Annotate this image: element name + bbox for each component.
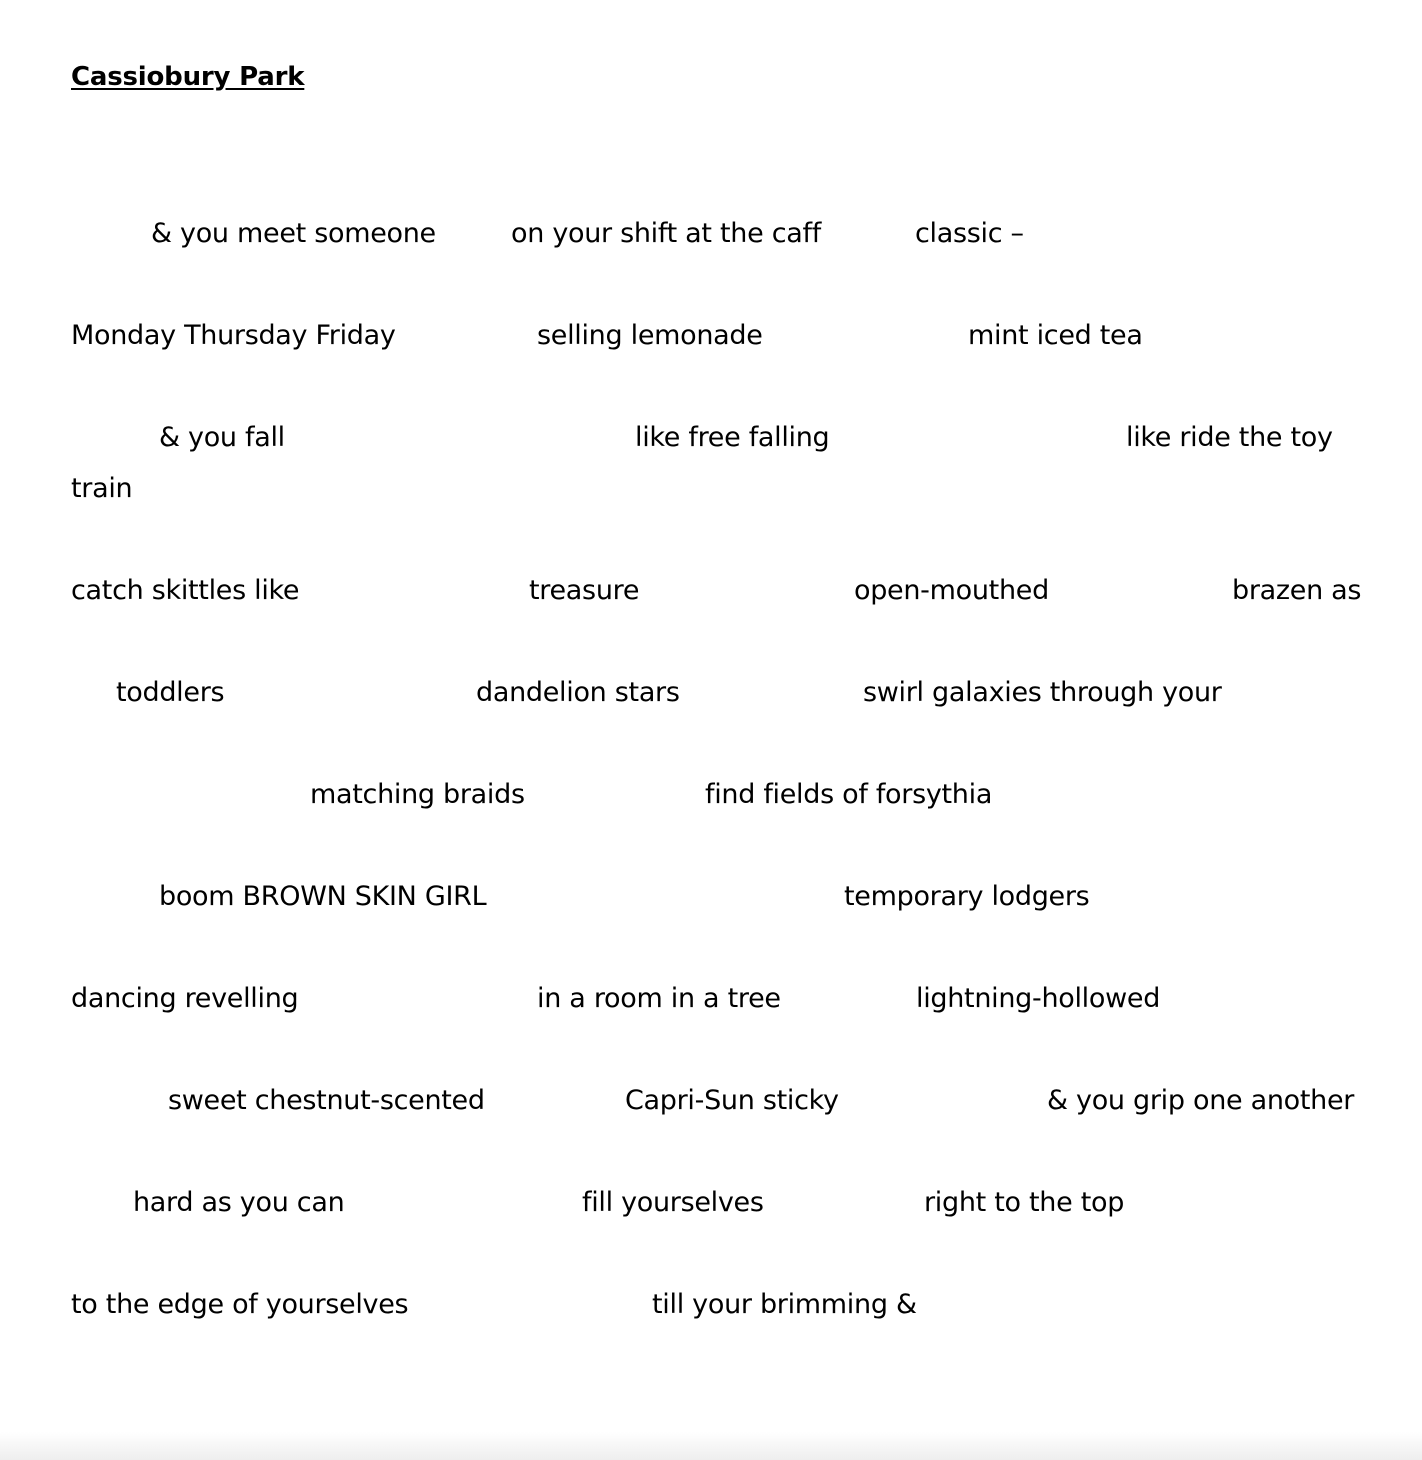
poem-fragment: dandelion stars: [476, 677, 680, 708]
poem-fragment: matching braids: [310, 779, 525, 810]
poem-fragment: swirl galaxies through your: [863, 677, 1222, 708]
poem-fragment: till your brimming &: [652, 1289, 917, 1320]
poem-fragment: sweet chestnut-scented: [168, 1085, 485, 1116]
poem-fragment: boom BROWN SKIN GIRL: [159, 881, 487, 912]
poem-fragment: train: [71, 473, 133, 504]
poem-fragment: hard as you can: [133, 1187, 345, 1218]
poem-fragment: treasure: [529, 575, 640, 606]
poem-fragment: right to the top: [924, 1187, 1125, 1218]
poem-fragment: like ride the toy: [1126, 422, 1333, 453]
poem-fragment: find fields of forsythia: [705, 779, 993, 810]
poem-title: Cassiobury Park: [71, 62, 305, 92]
poem-fragment: to the edge of yourselves: [71, 1289, 409, 1320]
poem-fragment: catch skittles like: [71, 575, 300, 606]
poem-fragment: Monday Thursday Friday: [71, 320, 396, 351]
poem-fragment: dancing revelling: [71, 983, 299, 1014]
poem-fragment: & you fall: [159, 422, 285, 453]
poem-fragment: & you meet someone: [151, 218, 436, 249]
page-bottom-shadow: [0, 1432, 1422, 1460]
poem-fragment: fill yourselves: [582, 1187, 764, 1218]
poem-fragment: mint iced tea: [968, 320, 1143, 351]
poem-fragment: toddlers: [116, 677, 225, 708]
poem-fragment: like free falling: [635, 422, 830, 453]
poem-fragment: temporary lodgers: [844, 881, 1090, 912]
poem-fragment: on your shift at the caff: [511, 218, 821, 249]
poem-fragment: brazen as: [1232, 575, 1362, 606]
poem-fragment: lightning-hollowed: [916, 983, 1161, 1014]
poem-fragment: classic –: [915, 218, 1024, 249]
poem-fragment: selling lemonade: [537, 320, 763, 351]
poem-fragment: in a room in a tree: [537, 983, 781, 1014]
poem-fragment: & you grip one another: [1047, 1085, 1355, 1116]
poem-fragment: Capri-Sun sticky: [625, 1085, 839, 1116]
poem-fragment: open-mouthed: [854, 575, 1049, 606]
